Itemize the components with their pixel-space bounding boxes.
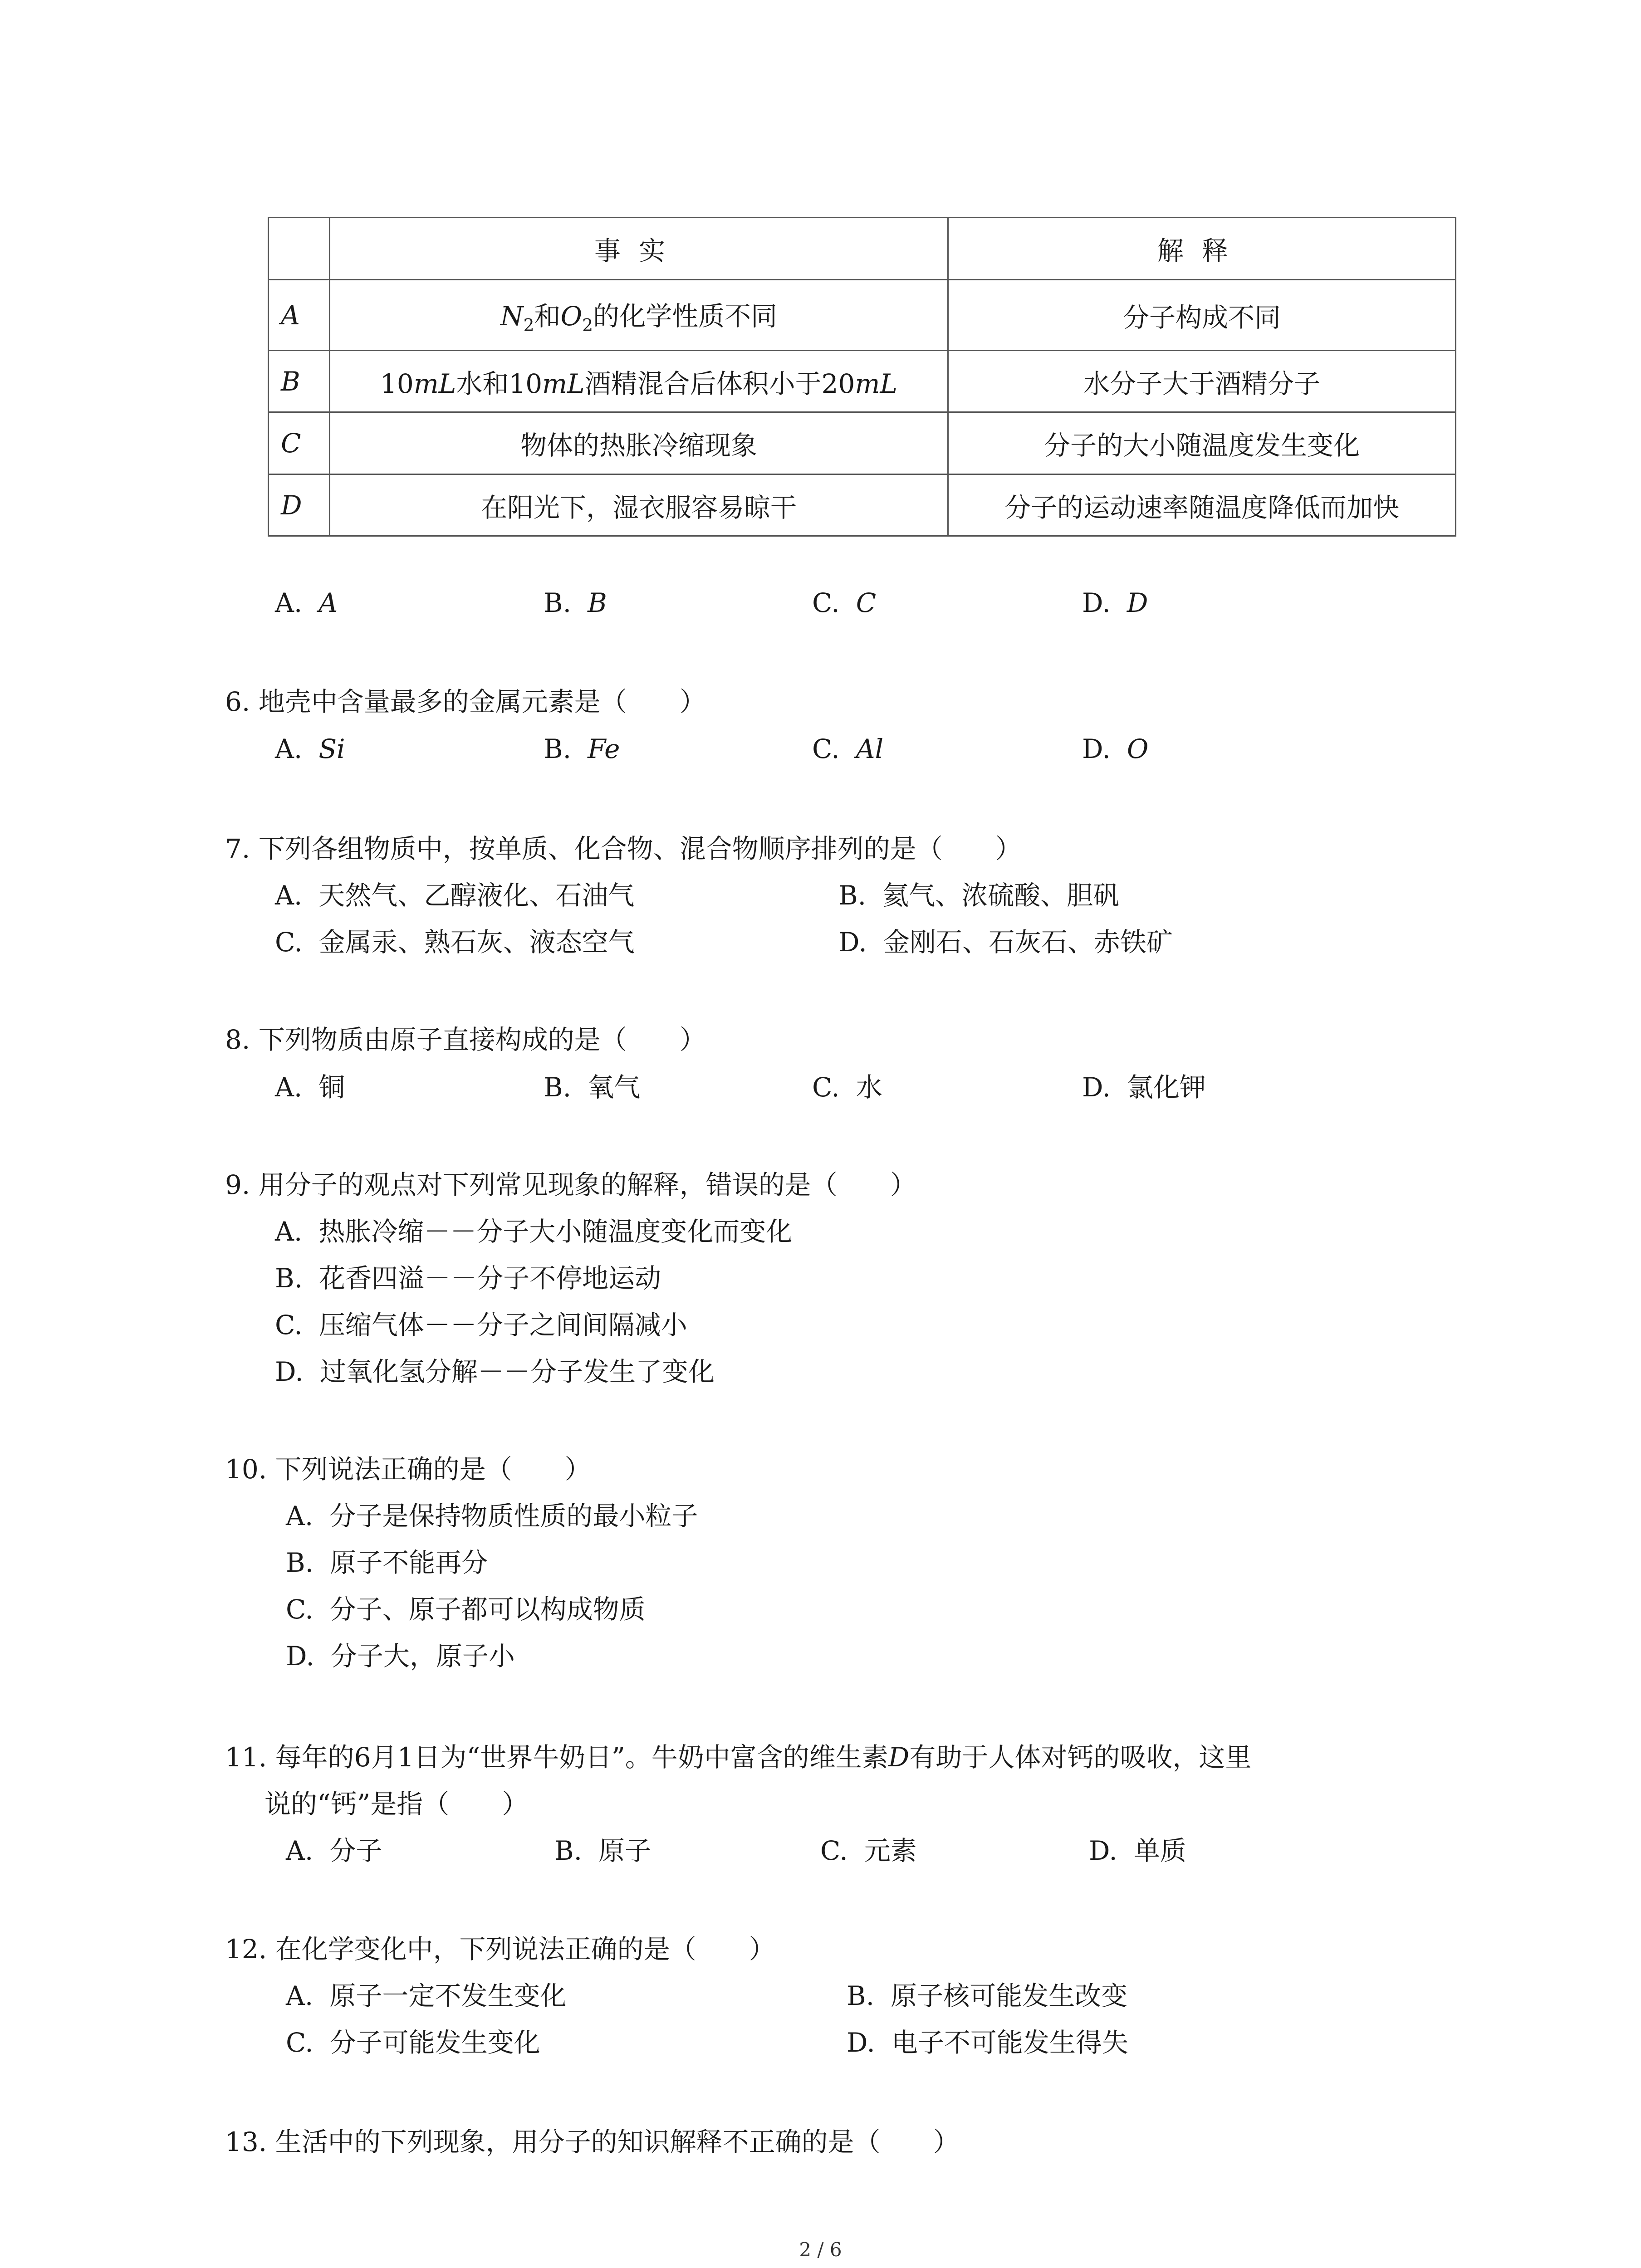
option-b: B. 原子 [554,1835,652,1866]
row-explain: 分子的运动速率随温度降低而加快 [948,474,1456,536]
fact-text: 的化学性质不同 [593,301,778,332]
option-b: B. 原子核可能发生改变 [847,1980,1128,2011]
option-d: D. O [1082,733,1149,764]
unit-ml: mL [855,368,897,399]
option-d: D. 过氧化氢分解－－分子发生了变化 [275,1356,715,1387]
page-number: 2 / 6 [799,2239,842,2261]
option-d: D. 单质 [1089,1835,1186,1866]
row-key: A [269,280,330,351]
option-a: A. 分子是保持物质性质的最小粒子 [286,1501,698,1531]
option-d: D. 分子大，原子小 [286,1641,515,1672]
question-stem-continued: 说的“钙”是指（ ） [265,1789,529,1819]
fact-text: 水和10 [456,368,543,399]
row-key: B [269,351,330,412]
row-key: C [269,412,330,474]
fact-text: 10 [380,368,414,399]
option-b: B. B [544,587,607,618]
question-stem: 13. 生活中的下列现象，用分子的知识解释不正确的是（ ） [225,2126,960,2157]
option-c: C. 压缩气体－－分子之间间隔减小 [275,1310,687,1340]
formula-o: O [560,301,583,332]
row-fact: 在阳光下，湿衣服容易晾干 [330,474,948,536]
option-a: A. 天然气、乙醇液化、石油气 [275,880,635,911]
question-stem: 9. 用分子的观点对下列常见现象的解释，错误的是（ ） [225,1169,916,1200]
option-b: B. 氦气、浓硫酸、胆矾 [838,880,1120,911]
facts-table [268,217,1456,537]
question-stem: 12. 在化学变化中，下列说法正确的是（ ） [225,1934,775,1965]
table-row [269,351,1456,412]
formula-n: N [500,301,524,332]
option-a: A. 分子 [286,1835,382,1866]
table-row [269,412,1456,474]
row-fact: 物体的热胀冷缩现象 [330,412,948,474]
option-a: A. 铜 [275,1072,345,1103]
option-a: A. 热胀冷缩－－分子大小随温度变化而变化 [275,1216,793,1247]
option-a: A. Si [275,733,345,764]
fact-text: 和 [534,301,561,332]
header-explain: 解释 [948,218,1456,280]
table-corner-cell [269,218,330,280]
option-c: C. Al [812,733,884,764]
question-stem: 11. 每年的6月1日为“世界牛奶日”。牛奶中富含的维生素D有助于人体对钙的吸收，这里 [225,1742,1252,1773]
row-explain: 分子的大小随温度发生变化 [948,412,1456,474]
option-c: C. 分子可能发生变化 [286,2027,540,2058]
row-fact [330,351,948,412]
row-explain: 水分子大于酒精分子 [948,351,1456,412]
row-key: D [269,474,330,536]
option-b: B. 原子不能再分 [286,1547,488,1578]
formula-sub: 2 [523,315,534,335]
option-a: A. 原子一定不发生变化 [286,1980,567,2011]
table-header-row [269,218,1456,280]
fact-text: 酒精混合后体积小于20 [584,368,855,399]
formula-sub: 2 [582,315,593,335]
option-c: C. C [812,587,877,618]
question-stem: 6. 地壳中含量最多的金属元素是（ ） [225,686,706,717]
option-c: C. 元素 [820,1835,917,1866]
question-stem: 7. 下列各组物质中，按单质、化合物、混合物顺序排列的是（ ） [225,833,1022,864]
question-stem: 8. 下列物质由原子直接构成的是（ ） [225,1024,706,1055]
option-d: D. 金刚石、石灰石、赤铁矿 [838,927,1173,958]
option-d: D. D [1082,587,1148,618]
header-fact: 事实 [330,218,948,280]
option-b: B. Fe [544,733,620,764]
row-explain: 分子构成不同 [948,280,1456,351]
table-row [269,474,1456,536]
unit-ml: mL [413,368,456,399]
option-d: D. 电子不可能发生得失 [847,2027,1128,2058]
unit-ml: mL [542,368,585,399]
option-b: B. 花香四溢－－分子不停地运动 [275,1263,661,1294]
question-stem: 10. 下列说法正确的是（ ） [225,1454,591,1485]
option-b: B. 氧气 [544,1072,641,1103]
option-d: D. 氯化钾 [1082,1072,1206,1103]
option-c: C. 金属汞、熟石灰、液态空气 [275,927,635,958]
row-fact [330,280,948,351]
option-c: C. 水 [812,1072,882,1103]
table-row [269,280,1456,351]
option-c: C. 分子、原子都可以构成物质 [286,1594,646,1625]
option-a: A. A [275,587,338,618]
